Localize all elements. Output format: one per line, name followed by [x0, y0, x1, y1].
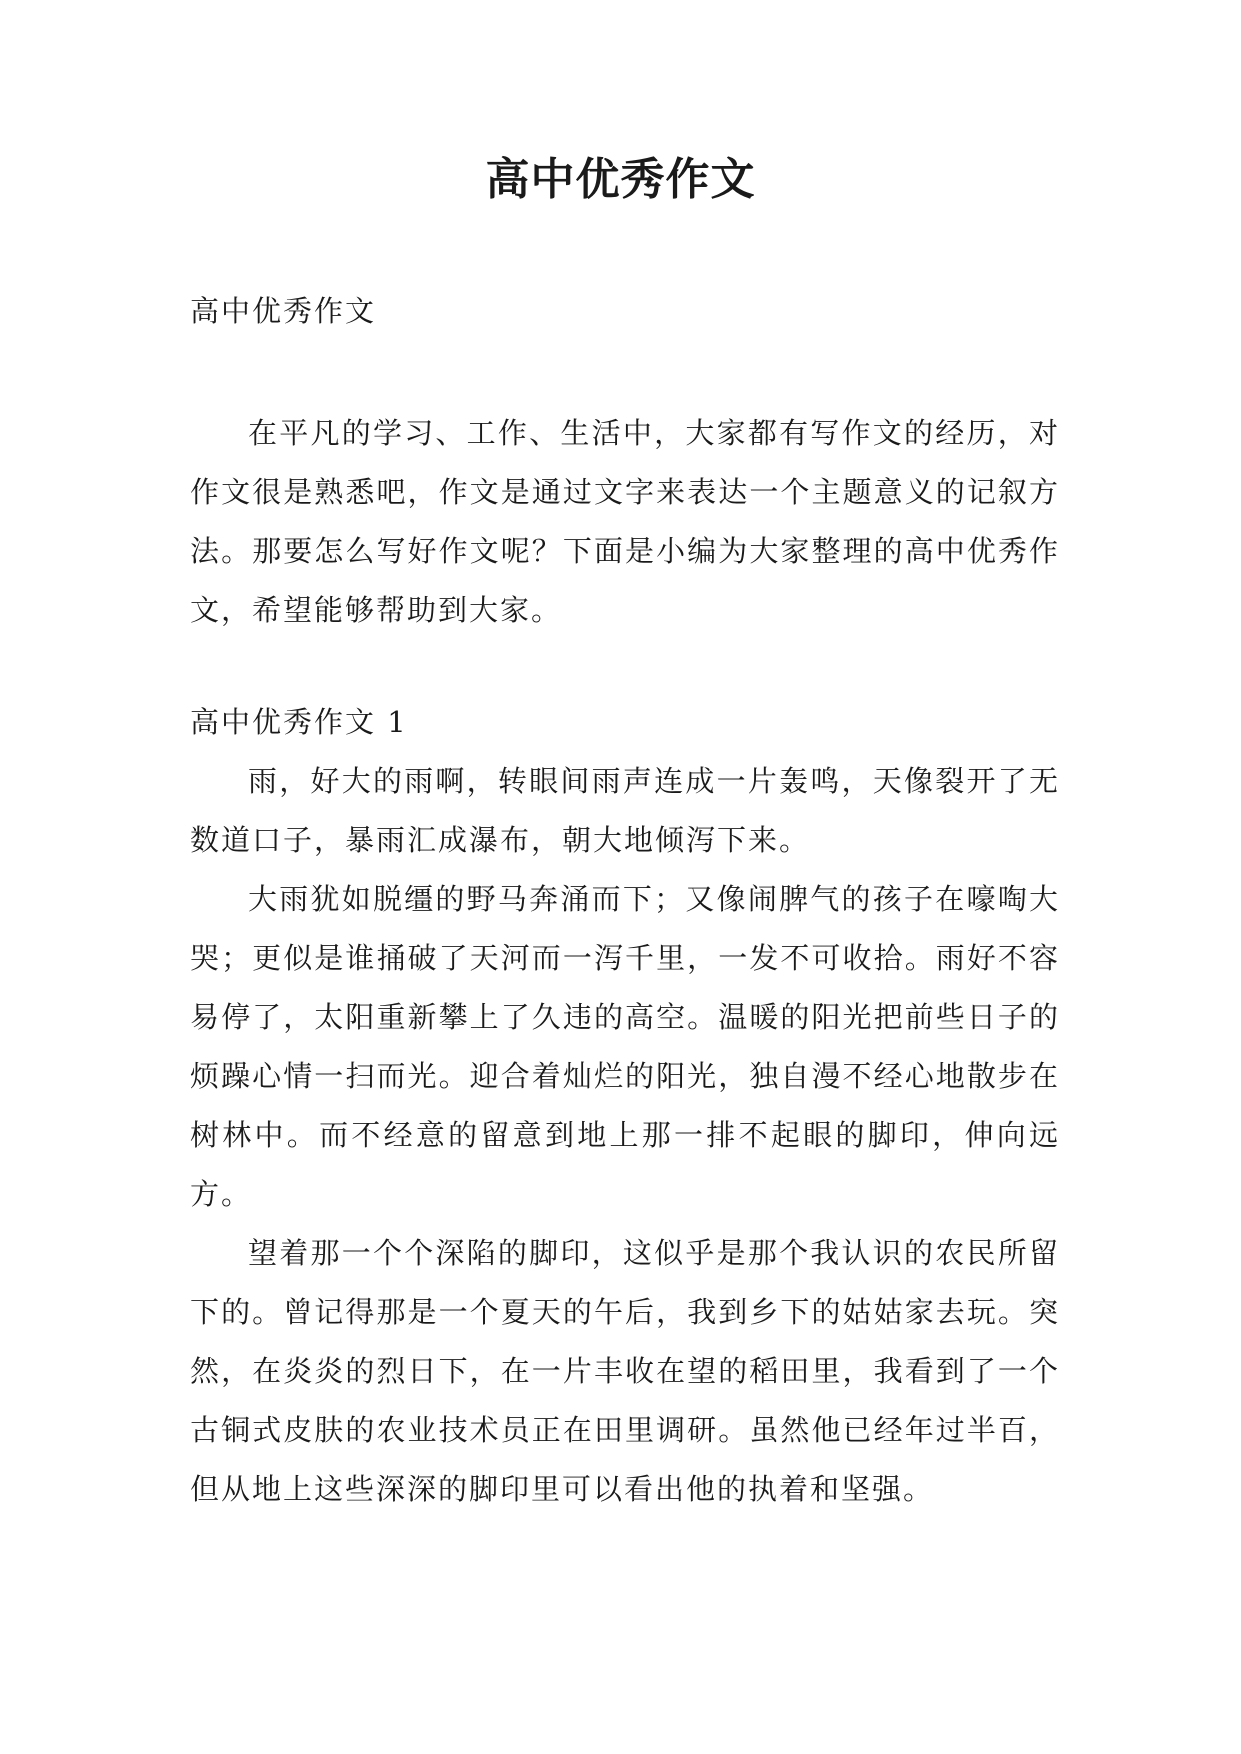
document-title: 高中优秀作文 — [485, 154, 756, 205]
intro-paragraph: 在平凡的学习、工作、生活中，大家都有写作文的经历，对作文很是熟悉吧，作文是通过文字来表达一个主题意义的记叙方法。那要怎么写好作文呢？下面是小编为大家整理的高中优秀作文，希望能够帮助到大家。 — [190, 416, 1060, 627]
section-heading: 高中优秀作文 1 — [190, 705, 408, 739]
essay-section — [190, 693, 1060, 1519]
essay-paragraph-1: 雨，好大的雨啊，转眼间雨声连成一片轰鸣，天像裂开了无数道口子，暴雨汇成瀑布，朝大地倾泻下来。 — [190, 764, 1060, 857]
intro-block — [190, 404, 1060, 640]
essay-paragraph-2: 大雨犹如脱缰的野马奔涌而下；又像闹脾气的孩子在嚎啕大哭；更似是谁捅破了天河而一泻千里，一发不可收拾。雨好不容易停了，太阳重新攀上了久违的高空。温暖的阳光把前些日子的烦躁心情一扫而光。迎合着灿烂的阳光，独自漫不经心地散步在树林中。而不经意的留意到地上那一排不起眼的脚印，伸向远方。 — [190, 882, 1060, 1211]
document-subtitle — [190, 282, 1060, 341]
essay-paragraph-3: 望着那一个个深陷的脚印，这似乎是那个我认识的农民所留下的。曾记得那是一个夏天的午后，我到乡下的姑姑家去玩。突然，在炎炎的烈日下，在一片丰收在望的稻田里，我看到了一个古铜式皮肤的农业技术员正在田里调研。虽然他已经年过半百，但从地上这些深深的脚印里可以看出他的执着和坚强。 — [190, 1236, 1060, 1506]
subtitle-text: 高中优秀作文 — [190, 294, 377, 328]
